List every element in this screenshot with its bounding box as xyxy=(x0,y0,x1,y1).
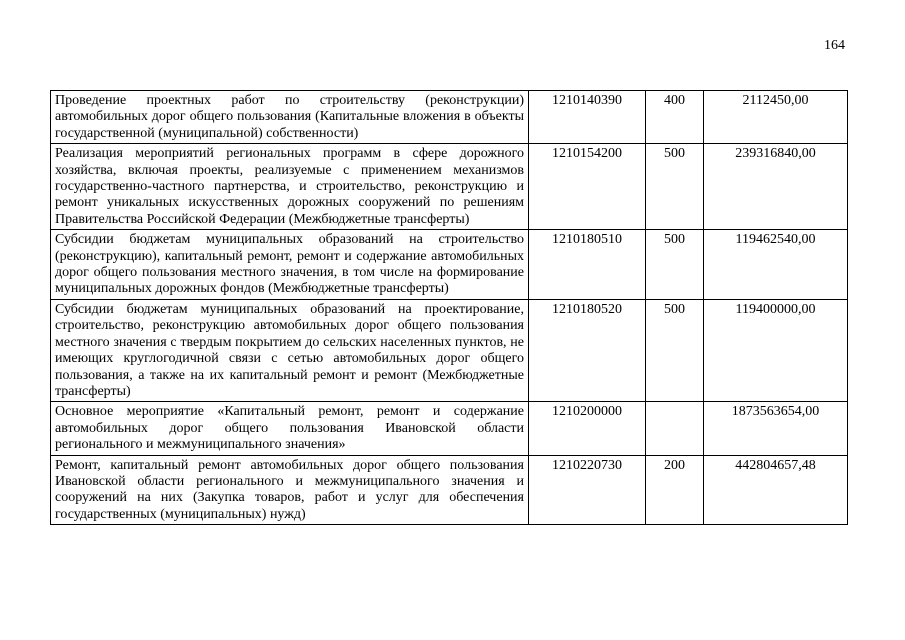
row-amount: 2112450,00 xyxy=(704,91,848,144)
row-type: 200 xyxy=(646,455,704,525)
row-code: 1210220730 xyxy=(529,455,646,525)
row-type: 500 xyxy=(646,230,704,300)
row-description: Субсидии бюджетам муниципальных образований на строительство (реконструкцию), капитальный ремонт, ремонт и содержание автомобильных дорог общего пользования местного значения, в том числе на формирование муниципальных дорожных фондов (Межбюджетные трансферты) xyxy=(51,230,529,300)
row-type: 500 xyxy=(646,144,704,230)
row-code: 1210180510 xyxy=(529,230,646,300)
row-code: 1210140390 xyxy=(529,91,646,144)
budget-table xyxy=(50,90,848,525)
row-description: Ремонт, капитальный ремонт автомобильных дорог общего пользования Ивановской области регионального и межмуниципального значения и сооружений на них (Закупка товаров, работ и услуг для обеспечения государственных (муниципальных) нужд) xyxy=(51,455,529,525)
row-amount: 442804657,48 xyxy=(704,455,848,525)
row-type: 400 xyxy=(646,91,704,144)
table-row xyxy=(51,402,848,455)
page-number: 164 xyxy=(824,38,845,53)
row-amount: 119400000,00 xyxy=(704,299,848,401)
row-code: 1210200000 xyxy=(529,402,646,455)
row-description: Субсидии бюджетам муниципальных образований на проектирование, строительство, реконструкцию автомобильных дорог общего пользования местного значения с твердым покрытием до сельских населенных пунктов, не имеющих круглогодичной связи с сетью автомобильных дорог общего пользования, а также на их капитальный ремонт и ремонт (Межбюджетные трансферты) xyxy=(51,299,529,401)
table-row xyxy=(51,91,848,144)
row-code: 1210180520 xyxy=(529,299,646,401)
table-row xyxy=(51,230,848,300)
row-code: 1210154200 xyxy=(529,144,646,230)
row-description: Реализация мероприятий региональных программ в сфере дорожного хозяйства, включая проекты, реализуемые с применением механизмов государственно-частного партнерства, и строительство, реконструкцию и ремонт уникальных искусственных дорожных сооружений по решениям Правительства Российской Федерации (Межбюджетные трансферты) xyxy=(51,144,529,230)
row-amount: 119462540,00 xyxy=(704,230,848,300)
row-description: Проведение проектных работ по строительству (реконструкции) автомобильных дорог общего пользования (Капитальные вложения в объекты государственной (муниципальной) собственности) xyxy=(51,91,529,144)
row-description: Основное мероприятие «Капитальный ремонт, ремонт и содержание автомобильных дорог общего пользования Ивановской области регионального и межмуниципального значения» xyxy=(51,402,529,455)
row-type xyxy=(646,402,704,455)
table-row xyxy=(51,299,848,401)
row-type: 500 xyxy=(646,299,704,401)
table-row xyxy=(51,455,848,525)
table-row xyxy=(51,144,848,230)
row-amount: 239316840,00 xyxy=(704,144,848,230)
row-amount: 1873563654,00 xyxy=(704,402,848,455)
